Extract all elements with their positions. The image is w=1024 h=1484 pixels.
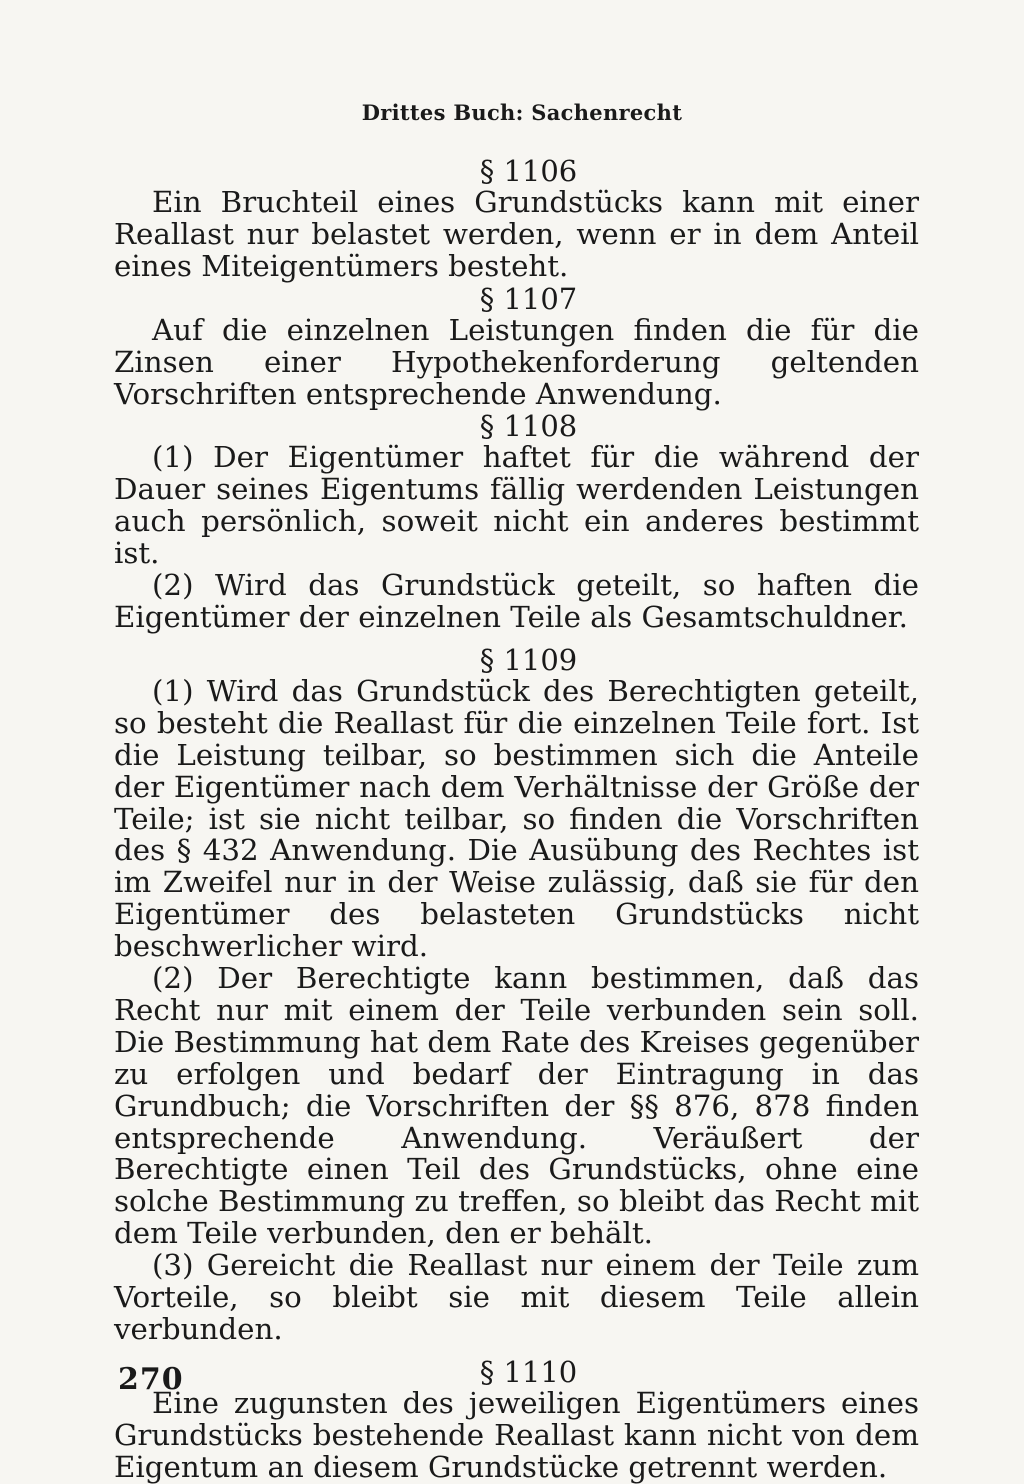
section-title: § 1107 [479, 281, 578, 316]
paragraph: Ein Bruchteil eines Grundstücks kann mit einer Reallast nur belastet werden, wenn er in dem Anteil eines Miteigentümers besteht. [114, 185, 919, 283]
paragraph: (1) Der Eigentümer haftet für die während der Dauer seines Eigentums fällig werdenden Leistungen auch persönlich, soweit nicht ein anderes bestimmt ist. [114, 440, 919, 571]
section-1106 [114, 155, 919, 283]
section-1107 [114, 283, 919, 411]
paragraph: (3) Gereicht die Reallast nur einem der Teile zum Vorteile, so bleibt sie mit diesem Teile allein verbunden. [114, 1248, 919, 1346]
section-1109 [114, 644, 919, 1346]
running-header: Drittes Buch: Sachenrecht [361, 100, 683, 125]
page-body [114, 155, 919, 1484]
paragraph: (1) Wird das Grundstück des Berechtigten geteilt, so besteht die Reallast für die einzelnen Teile fort. Ist die Leistung teilbar, so bestimmen sich die Anteile der Eigentümer nach dem Verhältnisse der Größe der Teile; ist sie nicht teilbar, so finden die Vorschriften des § 432 Anwendung. Die Ausübung des Rechtes ist im Zweifel nur in der Weise zulässig, daß sie für den Eigentümer des belasteten Grundstücks nicht beschwerlicher wird. [114, 673, 919, 964]
section-title: § 1106 [479, 154, 578, 188]
paragraph: Auf die einzelnen Leistungen finden die für die Zinsen einer Hypothekenforderung geltenden Vorschriften entsprechende Anwendung. [114, 312, 919, 411]
section-title: § 1108 [479, 409, 578, 444]
paragraph: (2) Der Berechtigte kann bestimmen, daß das Recht nur mit einem der Teile verbunden sein soll. Die Bestimmung hat dem Rate des Kreises gegenüber zu erfolgen und bedarf der Eintragung in das Grundbuch; die Vorschriften der §§ 876, 878 finden entsprechende Anwendung. Veräußert der Berechtigte einen Teil des Grundstücks, ohne eine solche Bestimmung zu treffen, so bleibt das Recht mit dem Teile verbunden, den er behält. [114, 961, 919, 1251]
section-title: § 1109 [479, 642, 578, 677]
page-number: 270 [118, 1362, 184, 1397]
section-1110 [114, 1356, 919, 1484]
section-1108 [114, 410, 919, 633]
paragraph: (2) Wird das Grundstück geteilt, so haften die Eigentümer der einzelnen Teile als Gesamtschuldner. [114, 568, 919, 634]
section-title: § 1110 [479, 1354, 578, 1389]
paragraph: Eine zugunsten des jeweiligen Eigentümers eines Grundstücks bestehende Reallast kann nicht von dem Eigentum an diesem Grundstücke getrennt werden. [114, 1385, 919, 1484]
